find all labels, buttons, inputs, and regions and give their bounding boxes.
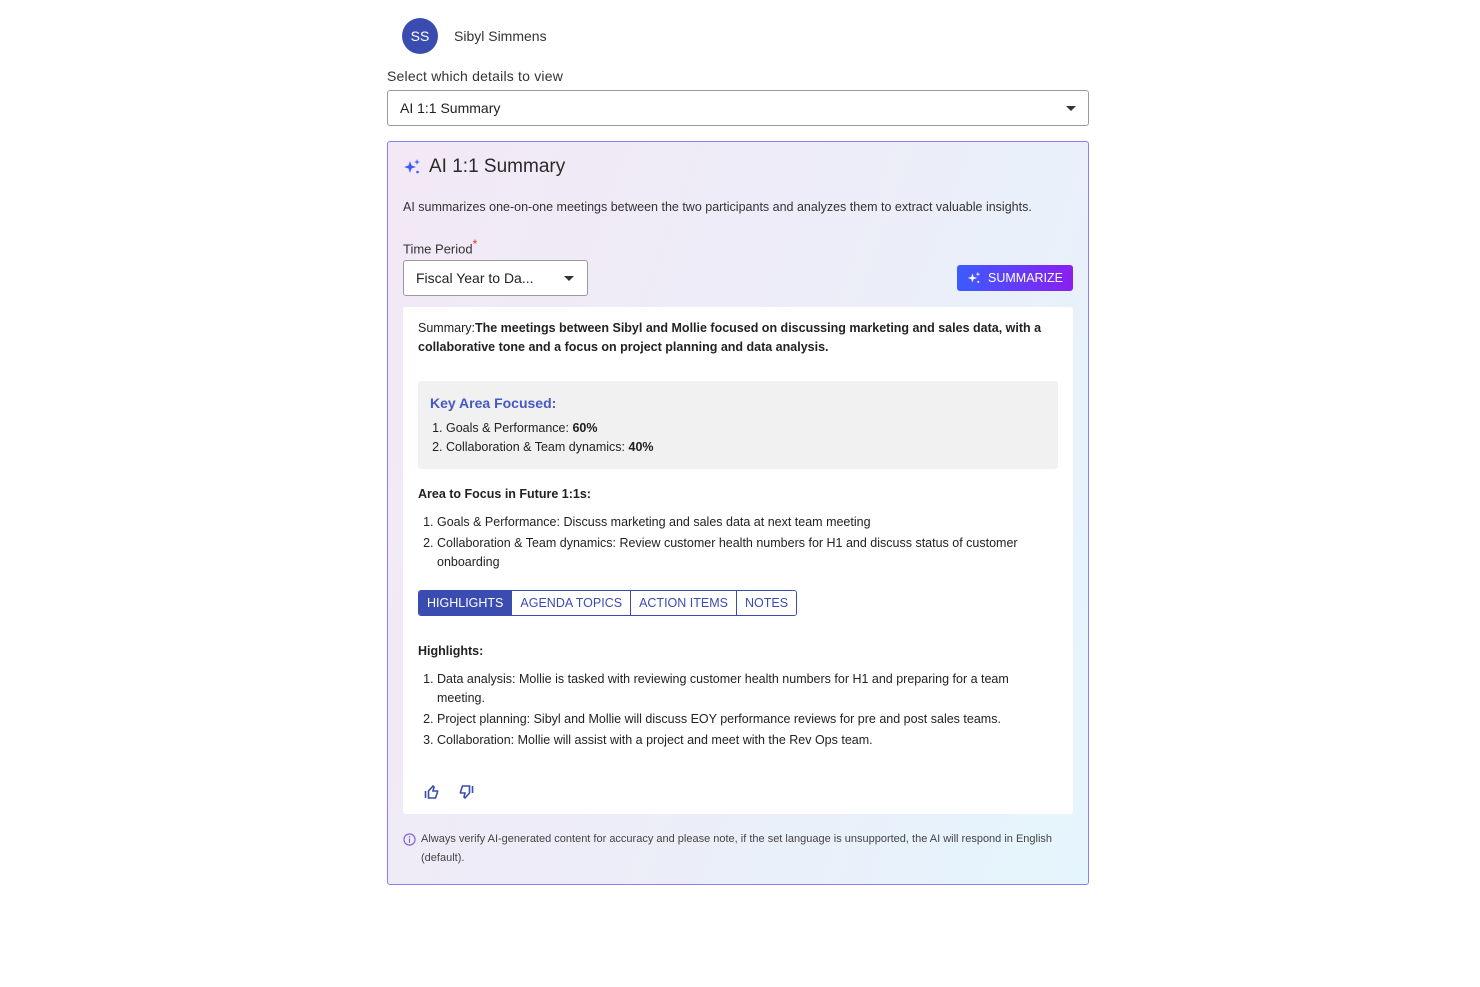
- highlights-title: Highlights:: [418, 644, 484, 659]
- card-title: [403, 156, 1073, 178]
- highlight-item: 3. Collaboration: Mollie will assist with a project and meet with the Rev Ops team.: [437, 731, 1058, 750]
- key-area-label: Goals & Performance:: [446, 421, 573, 436]
- thumbs-up-icon[interactable]: [424, 784, 440, 800]
- summary-text: [418, 319, 1058, 357]
- summary-result: [403, 307, 1073, 814]
- summary-prefix: Summary:: [418, 321, 475, 336]
- time-period-value: Fiscal Year to Da...: [416, 270, 534, 287]
- tab-agenda-topics[interactable]: AGENDA TOPICS: [511, 591, 630, 615]
- details-select[interactable]: [387, 90, 1089, 126]
- disclaimer-text: Always verify AI-generated content for accuracy and please note, if the set language is unsupported, the AI will respond in English (default).: [421, 833, 1053, 865]
- highlight-item: 2. Project planning: Sibyl and Mollie will discuss EOY performance reviews for pre and post sales teams.: [437, 710, 1058, 729]
- time-period-select[interactable]: [403, 260, 588, 296]
- disclaimer: [403, 830, 1073, 868]
- tab-action-items[interactable]: ACTION ITEMS: [630, 591, 736, 615]
- key-area-title: Key Area Focused:: [430, 395, 557, 412]
- summarize-button[interactable]: [957, 265, 1073, 291]
- key-area-value: 40%: [628, 440, 654, 455]
- card-description: AI summarizes one-on-one meetings between the two participants and analyzes them to extract valuable insights.: [403, 200, 1032, 214]
- summarize-label: SUMMARIZE: [988, 271, 1063, 286]
- ai-summary-card: [387, 141, 1089, 885]
- chevron-down-icon: [564, 276, 574, 281]
- tab-highlights[interactable]: HIGHLIGHTS: [419, 591, 511, 615]
- section-tabs: [418, 590, 797, 616]
- card-title-text: AI 1:1 Summary: [429, 156, 566, 177]
- feedback-buttons: [418, 784, 1058, 800]
- sparkle-icon: [967, 271, 981, 285]
- tab-notes[interactable]: NOTES: [736, 591, 796, 615]
- required-mark: *: [472, 237, 478, 251]
- user-header: [402, 18, 1089, 54]
- key-area-item: [446, 419, 1046, 438]
- time-period-label: [403, 237, 1073, 256]
- sparkle-icon: [403, 158, 421, 176]
- details-select-value: AI 1:1 Summary: [400, 100, 501, 116]
- future-focus-item: 2. Collaboration & Team dynamics: Review customer health numbers for H1 and discuss status of customer onboarding: [437, 534, 1058, 572]
- chevron-down-icon: [1066, 106, 1076, 111]
- main-panel: [387, 18, 1089, 885]
- avatar: SS: [402, 18, 438, 54]
- key-area-label: Collaboration & Team dynamics:: [446, 440, 629, 455]
- key-area-item: [446, 438, 1046, 457]
- details-select-label: Select which details to view: [387, 68, 564, 84]
- info-icon: [403, 833, 416, 846]
- summary-body: The meetings between Sibyl and Mollie focused on discussing marketing and sales data, with a collaborative tone and a focus on project planning and data analysis.: [418, 321, 1042, 355]
- highlight-item: 1. Data analysis: Mollie is tasked with reviewing customer health numbers for H1 and preparing for a team meeting.: [437, 670, 1058, 708]
- thumbs-down-icon[interactable]: [458, 784, 474, 800]
- key-area-box: [418, 381, 1058, 469]
- user-name: Sibyl Simmens: [454, 28, 547, 44]
- future-focus-item: 1. Goals & Performance: Discuss marketing and sales data at next team meeting: [437, 513, 1058, 532]
- time-period-label-text: Time Period: [403, 241, 473, 257]
- future-focus-title: Area to Focus in Future 1:1s:: [418, 487, 591, 502]
- key-area-value: 60%: [572, 421, 598, 436]
